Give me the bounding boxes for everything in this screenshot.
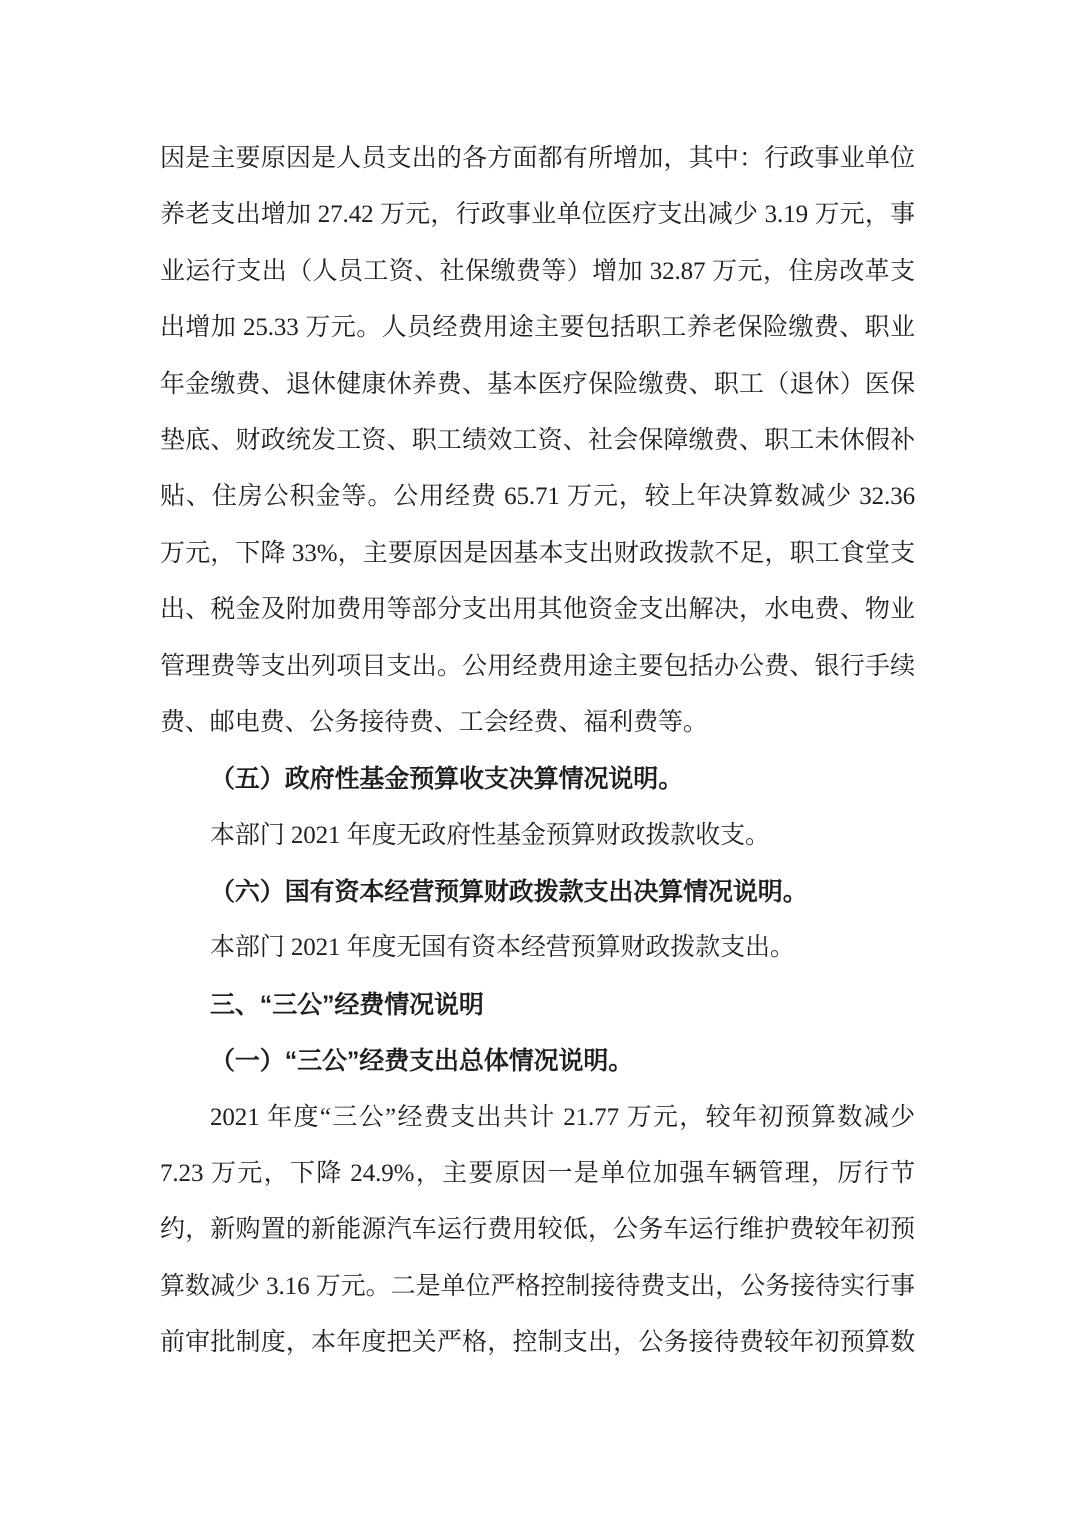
- body-line: 本部门 2021 年度无国有资本经营预算财政拨款支出。: [210, 934, 795, 962]
- body-line: 贴、住房公积金等。公用经费 65.71 万元，较上年决算数减少 32.36: [160, 483, 915, 511]
- body-line: 前审批制度，本年度把关严格，控制支出，公务接待费较年初预算数: [160, 1329, 915, 1357]
- subsection-heading-one: （一）“三公”经费支出总体情况说明。: [210, 1047, 634, 1076]
- body-line: 养老支出增加 27.42 万元，行政事业单位医疗支出减少 3.19 万元，事: [160, 201, 915, 229]
- body-line: 因是主要原因是人员支出的各方面都有所增加，其中：行政事业单位: [160, 145, 915, 172]
- body-line: 万元，下降 33%，主要原因是因基本支出财政拨款不足，职工食堂支: [160, 539, 915, 567]
- body-line: 约，新购置的新能源汽车运行费用较低，公务车运行维护费较年初预: [160, 1216, 915, 1244]
- body-line: 出、税金及附加费用等部分支出用其他资金支出解决，水电费、物业: [160, 596, 915, 624]
- section-heading-five: （五）政府性基金预算收支决算情况说明。: [210, 765, 684, 794]
- body-line: 业运行支出（人员工资、社保缴费等）增加 32.87 万元，住房改革支: [160, 257, 915, 285]
- document-content: [160, 131, 915, 1372]
- body-line: 出增加 25.33 万元。人员经费用途主要包括职工养老保险缴费、职业: [160, 314, 915, 342]
- section-heading-three: 三、“三公”经费情况说明: [210, 990, 484, 1019]
- body-line: 垫底、财政统发工资、职工绩效工资、社会保障缴费、职工未休假补: [160, 426, 915, 454]
- section-heading-six: （六）国有资本经营预算财政拨款支出决算情况说明。: [210, 878, 808, 907]
- body-line: 2021 年度“三公”经费支出共计 21.77 万元，较年初预算数减少: [210, 1103, 915, 1131]
- body-line: 年金缴费、退休健康休养费、基本医疗保险缴费、职工（退休）医保: [160, 370, 915, 398]
- body-line: 费、邮电费、公务接待费、工会经费、福利费等。: [160, 708, 708, 736]
- body-line: 7.23 万元，下降 24.9%，主要原因一是单位加强车辆管理，厉行节: [160, 1160, 915, 1188]
- body-line: 算数减少 3.16 万元。二是单位严格控制接待费支出，公务接待实行事: [160, 1272, 915, 1300]
- body-line: 管理费等支出列项目支出。公用经费用途主要包括办公费、银行手续: [160, 652, 915, 680]
- body-line: 本部门 2021 年度无政府性基金预算财政拨款收支。: [210, 821, 770, 849]
